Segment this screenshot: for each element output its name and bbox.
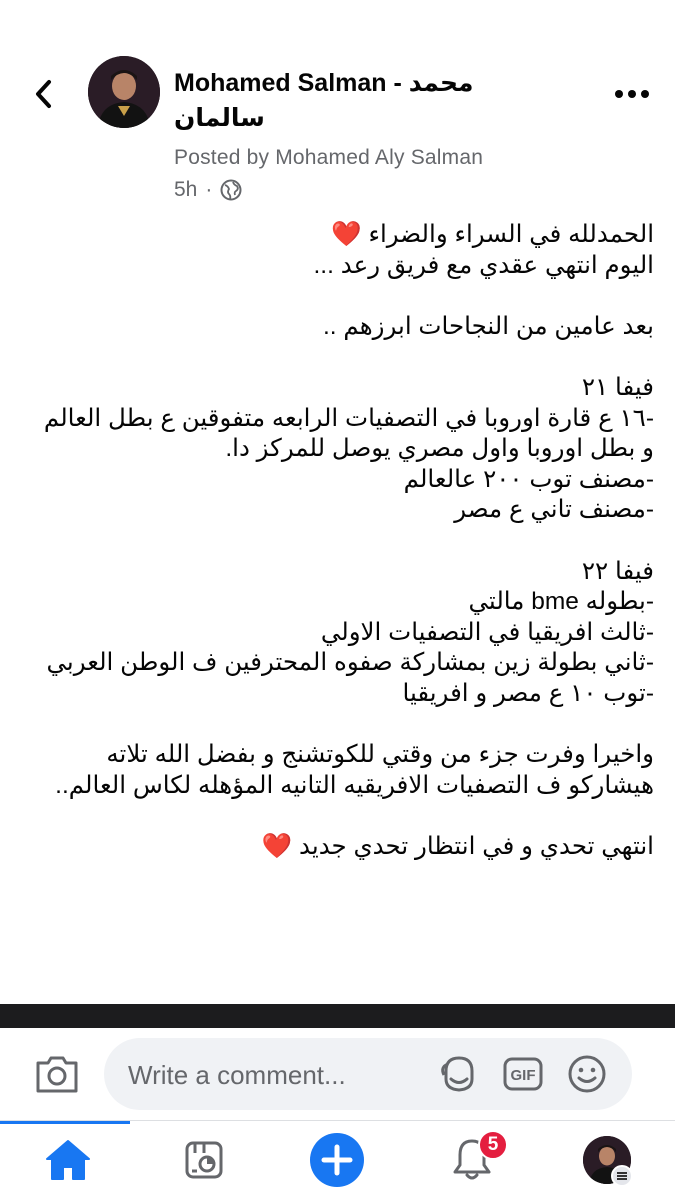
nav-home-tab[interactable] <box>38 1130 98 1190</box>
post-text-line: -مصنف توب ٢٠٠ عالعالم <box>403 465 654 493</box>
home-icon <box>44 1138 92 1182</box>
gif-icon <box>502 1053 544 1095</box>
more-options-button[interactable] <box>612 82 652 106</box>
meta-separator: · <box>205 178 213 201</box>
nav-feeds-tab[interactable] <box>174 1130 234 1190</box>
camera-icon <box>34 1053 80 1095</box>
blank-line <box>24 281 654 312</box>
menu-icon[interactable] <box>611 1165 633 1187</box>
avatar-sticker-icon <box>438 1053 480 1095</box>
blank-line <box>24 342 654 373</box>
posted-by-label: Posted by Mohamed Aly Salman <box>174 146 484 169</box>
post-text-line: واخيرا وفرت جزء من وقتي للكوتشنج و بفضل الله تلاته <box>106 741 654 769</box>
post-text-line: -مصنف تاني ع مصر <box>454 496 654 524</box>
post-text-line: فيفا ٢٢ <box>581 557 654 585</box>
comment-input[interactable] <box>104 1038 632 1110</box>
emoji-icon <box>566 1053 608 1095</box>
post-media-preview[interactable] <box>0 1004 675 1028</box>
create-icon <box>308 1131 366 1189</box>
blank-line <box>24 710 654 741</box>
blank-line <box>24 526 654 557</box>
comment-placeholder: Write a comment... <box>128 1060 346 1090</box>
avatar-photo <box>88 56 160 128</box>
post-text-line: -توب ١٠ ع مصر و افريقيا <box>402 679 654 707</box>
author-name-line2: سالمان <box>174 104 265 132</box>
author-avatar[interactable] <box>88 56 160 128</box>
nav-create-button[interactable] <box>307 1130 367 1190</box>
avatar-sticker-button[interactable] <box>438 1053 480 1095</box>
post-text-line: فيفا ٢١ <box>581 373 654 401</box>
active-tab-indicator <box>0 1121 130 1124</box>
author-name-line1: Mohamed Salman - محمد <box>174 69 474 97</box>
camera-button[interactable] <box>34 1053 80 1095</box>
post-text-line: -١٦ ع قارة اوروبا في التصفيات الرابعه متفوقين ع بطل العالم <box>43 404 654 432</box>
post-text <box>24 220 654 862</box>
chevron-left-icon <box>32 78 54 110</box>
post-text-line: انتهي تحدي و في انتظار تحدي جديد ❤️ <box>261 832 654 860</box>
post-text-line: اليوم انتهي عقدي مع فريق رعد ... <box>313 251 654 279</box>
author-name[interactable] <box>174 66 534 136</box>
post-text-line: و بطل اوروبا واول مصري يوصل للمركز دا. <box>225 435 654 463</box>
post-text-line: هيشاركو ف التصفيات الافريقيه التانيه المؤهله لكاس العالم.. <box>55 771 654 799</box>
feeds-icon <box>183 1139 225 1181</box>
emoji-button[interactable] <box>566 1053 608 1095</box>
post-text-line: الحمدلله في السراء والضراء ❤️ <box>331 221 654 248</box>
post-time[interactable]: 5h <box>174 178 198 201</box>
post-text-line: بعد عامين من النجاحات ابرزهم .. <box>323 312 654 340</box>
blank-line <box>24 801 654 832</box>
globe-icon <box>220 179 242 201</box>
more-horizontal-icon <box>614 89 650 99</box>
post-meta <box>174 176 242 204</box>
post-text-line: -ثالث افريقيا في التصفيات الاولي <box>320 618 654 646</box>
post-text-line: -ثاني بطولة زين بمشاركة صفوه المحترفين ف الوطن العربي <box>46 649 654 677</box>
back-button[interactable] <box>28 76 58 112</box>
gif-button[interactable] <box>502 1053 544 1095</box>
notifications-badge: 5 <box>478 1130 508 1160</box>
post-text-line: -بطوله bme مالتي <box>468 588 654 616</box>
svg-text:GIF: GIF <box>510 1067 536 1084</box>
menu-lines-icon <box>616 1171 628 1181</box>
